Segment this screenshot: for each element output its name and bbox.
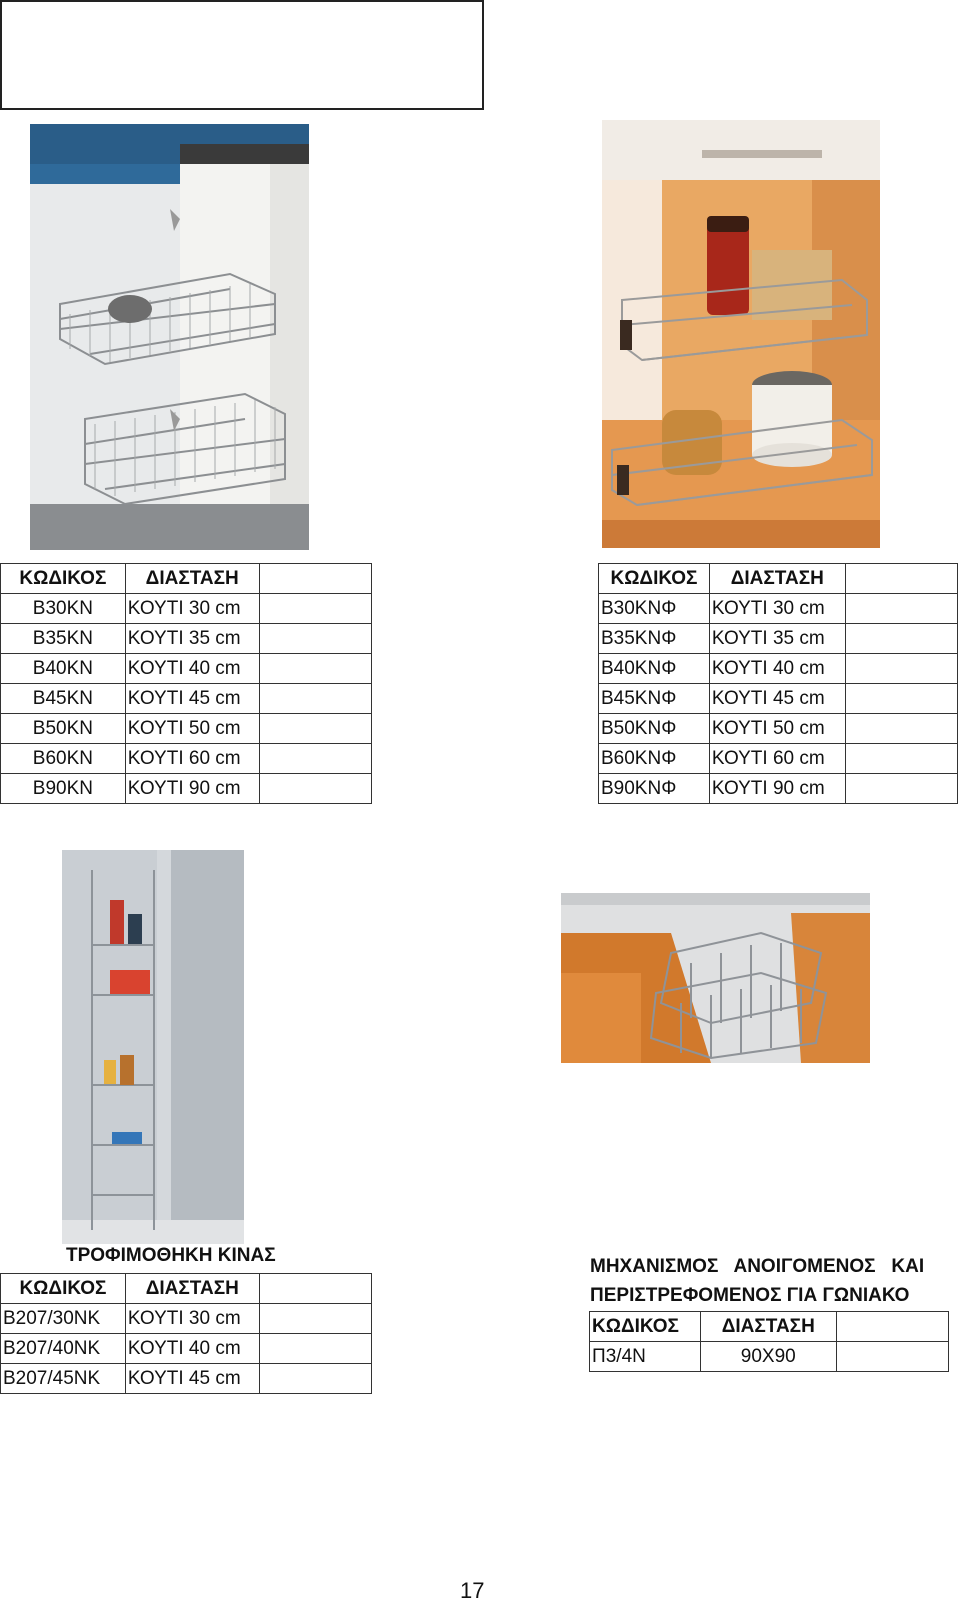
empty-cell — [259, 774, 371, 804]
corner-mechanism-title-line2: ΠΕΡΙΣΤΡΕΦΟΜΕΝΟΣ ΓΙΑ ΓΩΝΙΑΚΟ — [590, 1285, 910, 1306]
table-row — [599, 654, 958, 684]
photo-corner-mechanism — [561, 893, 870, 1063]
table-row — [1, 594, 372, 624]
header-code: ΚΩΔΙΚΟΣ — [590, 1312, 701, 1342]
cell-dimension: ΚΟΥΤΙ 60 cm — [125, 744, 259, 774]
table-row — [1, 624, 372, 654]
cell-code: B207/30NK — [1, 1304, 126, 1334]
table-row — [1, 1334, 372, 1364]
empty-cell — [845, 624, 957, 654]
page-number: 17 — [460, 1578, 485, 1603]
table-row — [1, 744, 372, 774]
cell-code: B35KNΦ — [599, 624, 710, 654]
header-code: ΚΩΔΙΚΟΣ — [1, 564, 126, 594]
cell-dimension: ΚΟΥΤΙ 30 cm — [709, 594, 845, 624]
cell-dimension: ΚΟΥΤΙ 45 cm — [125, 684, 259, 714]
table-row — [1, 654, 372, 684]
cell-dimension: ΚΟΥΤΙ 30 cm — [125, 1304, 259, 1334]
empty-frame — [0, 0, 484, 110]
photo-pullout-baskets — [30, 124, 309, 550]
cell-code: B60KNΦ — [599, 744, 710, 774]
cell-dimension: ΚΟΥΤΙ 50 cm — [709, 714, 845, 744]
cell-dimension: 90Χ90 — [700, 1342, 836, 1372]
table-row — [1, 1304, 372, 1334]
empty-cell — [845, 594, 957, 624]
cell-code: B50KN — [1, 714, 126, 744]
cell-dimension: ΚΟΥΤΙ 40 cm — [709, 654, 845, 684]
table-row — [599, 684, 958, 714]
header-dimension: ΔΙΑΣΤΑΣΗ — [700, 1312, 836, 1342]
table-row — [1, 714, 372, 744]
pantry-title: ΤΡΟΦΙΜΟΘΗΚΗ ΚΙΝΑΣ — [66, 1245, 276, 1266]
empty-cell — [845, 654, 957, 684]
empty-cell — [845, 774, 957, 804]
cell-code: B45KN — [1, 684, 126, 714]
cell-dimension: ΚΟΥΤΙ 45 cm — [709, 684, 845, 714]
cell-dimension: ΚΟΥΤΙ 90 cm — [125, 774, 259, 804]
table-row — [590, 1342, 949, 1372]
empty-cell — [836, 1342, 948, 1372]
table-row — [1, 774, 372, 804]
header-dimension: ΔΙΑΣΤΑΣΗ — [709, 564, 845, 594]
table-row — [599, 624, 958, 654]
empty-cell — [836, 1312, 948, 1342]
cell-code: B90KNΦ — [599, 774, 710, 804]
empty-cell — [259, 654, 371, 684]
empty-cell — [845, 744, 957, 774]
table-corner-mechanism — [589, 1311, 949, 1372]
table-row — [599, 744, 958, 774]
empty-cell — [259, 1364, 371, 1394]
header-dimension: ΔΙΑΣΤΑΣΗ — [125, 1274, 259, 1304]
photo-baskets-with-jars — [602, 120, 880, 548]
table-row — [599, 714, 958, 744]
table-row — [1, 1364, 372, 1394]
header-dimension: ΔΙΑΣΤΑΣΗ — [125, 564, 259, 594]
table-header-row — [1, 1274, 372, 1304]
table-header-row — [599, 564, 958, 594]
cell-code: B60KN — [1, 744, 126, 774]
empty-cell — [259, 1304, 371, 1334]
cell-dimension: ΚΟΥΤΙ 40 cm — [125, 654, 259, 684]
cell-code: B30KNΦ — [599, 594, 710, 624]
table-row — [1, 684, 372, 714]
empty-cell — [259, 624, 371, 654]
table-tall-pantry — [0, 1273, 372, 1394]
empty-cell — [259, 1274, 371, 1304]
table-row — [599, 594, 958, 624]
empty-cell — [259, 594, 371, 624]
cell-code: B35KN — [1, 624, 126, 654]
corner-mechanism-title-line1: ΜΗΧΑΝΙΣΜΟΣ ΑΝΟΙΓΟΜΕΝΟΣ ΚΑΙ — [590, 1256, 925, 1277]
empty-cell — [845, 564, 957, 594]
empty-cell — [259, 714, 371, 744]
header-code: ΚΩΔΙΚΟΣ — [1, 1274, 126, 1304]
table-baskets-with-jars — [598, 563, 958, 804]
cell-code: B207/45NK — [1, 1364, 126, 1394]
cell-dimension: ΚΟΥΤΙ 40 cm — [125, 1334, 259, 1364]
cell-code: B50KNΦ — [599, 714, 710, 744]
table-row — [599, 774, 958, 804]
photo-tall-pantry — [62, 850, 244, 1244]
cell-code: B207/40NK — [1, 1334, 126, 1364]
table-header-row — [1, 564, 372, 594]
cell-dimension: ΚΟΥΤΙ 35 cm — [125, 624, 259, 654]
empty-cell — [259, 684, 371, 714]
cell-code: B90KN — [1, 774, 126, 804]
empty-cell — [845, 714, 957, 744]
empty-cell — [259, 1334, 371, 1364]
cell-code: B45KNΦ — [599, 684, 710, 714]
cell-code: B40KN — [1, 654, 126, 684]
cell-code: B30KN — [1, 594, 126, 624]
table-pullout-baskets — [0, 563, 372, 804]
table-header-row — [590, 1312, 949, 1342]
header-code: ΚΩΔΙΚΟΣ — [599, 564, 710, 594]
cell-code: Π3/4N — [590, 1342, 701, 1372]
empty-cell — [259, 564, 371, 594]
empty-cell — [259, 744, 371, 774]
cell-dimension: ΚΟΥΤΙ 45 cm — [125, 1364, 259, 1394]
empty-cell — [845, 684, 957, 714]
cell-dimension: ΚΟΥΤΙ 50 cm — [125, 714, 259, 744]
cell-dimension: ΚΟΥΤΙ 90 cm — [709, 774, 845, 804]
cell-dimension: ΚΟΥΤΙ 60 cm — [709, 744, 845, 774]
cell-dimension: ΚΟΥΤΙ 35 cm — [709, 624, 845, 654]
cell-dimension: ΚΟΥΤΙ 30 cm — [125, 594, 259, 624]
cell-code: B40KNΦ — [599, 654, 710, 684]
